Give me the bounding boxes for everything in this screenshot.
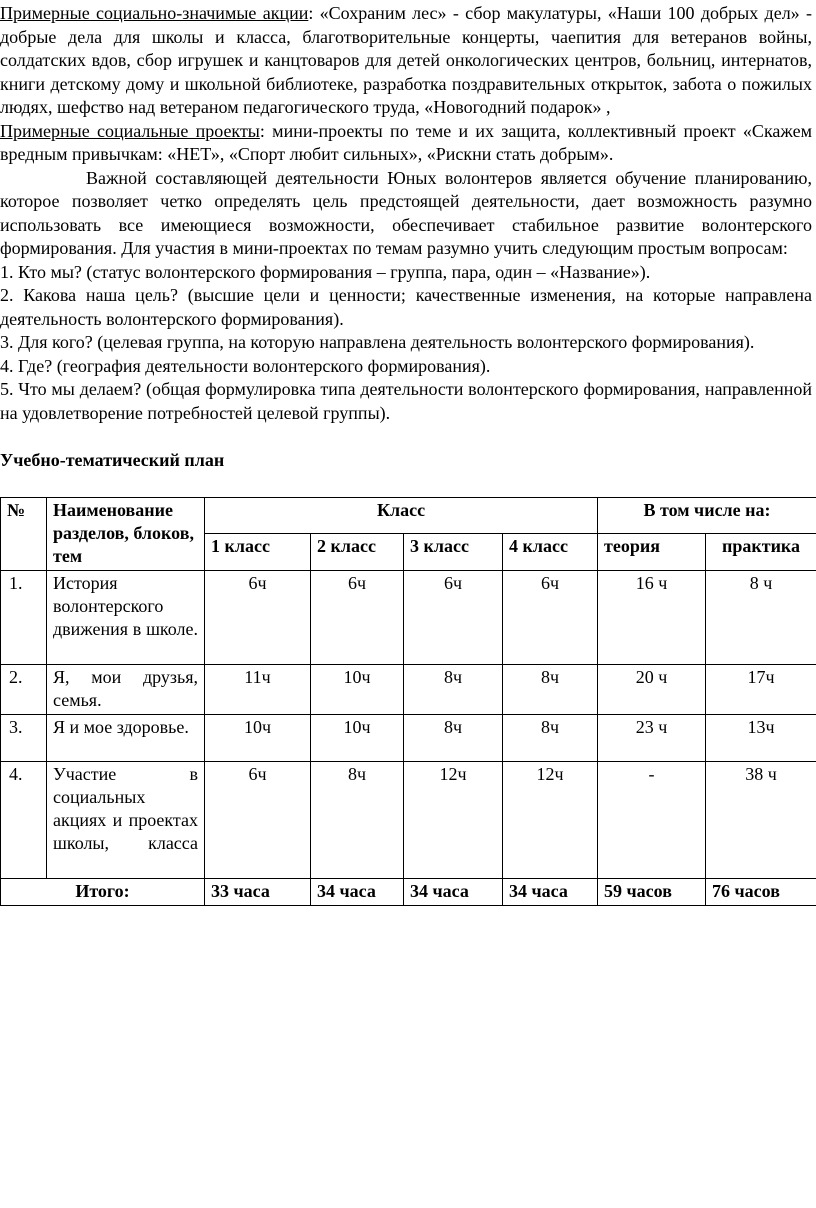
header-practice: практика (706, 534, 816, 571)
plan-heading: Учебно-тематический план (0, 450, 225, 470)
spacer (0, 425, 812, 449)
row-theory: - (598, 761, 706, 878)
header-class-3: 3 класс (404, 534, 503, 571)
header-class-2: 2 класс (311, 534, 404, 571)
row-class-4: 6ч (503, 570, 598, 664)
row-class-1: 6ч (205, 761, 311, 878)
row-name: Я и мое здоровье. (47, 714, 205, 761)
row-class-4: 8ч (503, 714, 598, 761)
header-incl-group: В том числе на: (598, 497, 816, 534)
row-class-2: 10ч (311, 664, 404, 714)
total-class-1: 33 часа (205, 878, 311, 905)
actions-text: : «Сохраним лес» - сбор макулатуры, «Наши 100 добрых дел» - добрые дела для школы и класса, благотворительные концерты, чаепития для ветеранов войны, солдатских вдов, сбор игрушек и канцтоваров для детей онкологических центров, больниц, интернатов, книги детскому дому и школьной библиотеке, разработка поздравительных открыток, забота о пожилых людях, шефство над ветераном педагогического труда, «Новогодний подарок» , (0, 3, 812, 117)
total-practice: 76 часов (706, 878, 816, 905)
row-class-1: 10ч (205, 714, 311, 761)
total-label: Итого: (1, 878, 205, 905)
total-class-2: 34 часа (311, 878, 404, 905)
row-practice: 17ч (706, 664, 816, 714)
total-theory: 59 часов (598, 878, 706, 905)
table-row (1, 714, 816, 761)
header-class-group: Класс (205, 497, 598, 534)
row-num: 1. (1, 570, 47, 664)
row-name: Я, мои друзья, семья. (47, 664, 205, 714)
header-class-4: 4 класс (503, 534, 598, 571)
header-class-1: 1 класс (205, 534, 311, 571)
row-theory: 23 ч (598, 714, 706, 761)
row-class-1: 6ч (205, 570, 311, 664)
row-class-3: 12ч (404, 761, 503, 878)
actions-label: Примерные социально-значимые акции (0, 3, 309, 23)
projects-paragraph (0, 120, 812, 167)
total-class-3: 34 часа (404, 878, 503, 905)
table-row (1, 570, 816, 664)
row-practice: 38 ч (706, 761, 816, 878)
header-theory: теория (598, 534, 706, 571)
row-class-4: 12ч (503, 761, 598, 878)
row-class-2: 10ч (311, 714, 404, 761)
actions-paragraph (0, 2, 812, 120)
question-3: 3. Для кого? (целевая группа, на которую направлена деятельность волонтерского формирования). (0, 332, 755, 352)
table-total-row (1, 878, 816, 905)
table-row (1, 664, 816, 714)
question-5: 5. Что мы делаем? (общая формулировка типа деятельности волонтерского формирования, направленной на удовлетворение потребностей целевой группы). (0, 379, 812, 423)
row-class-1: 11ч (205, 664, 311, 714)
row-class-3: 6ч (404, 570, 503, 664)
row-theory: 20 ч (598, 664, 706, 714)
row-practice: 13ч (706, 714, 816, 761)
header-num: № (1, 497, 47, 570)
row-class-2: 6ч (311, 570, 404, 664)
projects-text: : мини-проекты по теме и их защита, коллективный проект «Скажем вредным привычкам: «НЕТ», «Спорт любит сильных», «Рискни стать добрым». (0, 120, 812, 164)
row-name: Участие в социальных акциях и проектах школы, класса (47, 761, 205, 878)
row-name: История волонтерского движения в школе. (47, 570, 205, 664)
table-header-row (1, 497, 816, 534)
row-class-4: 8ч (503, 664, 598, 714)
document-page (0, 2, 812, 906)
row-class-3: 8ч (404, 664, 503, 714)
row-num: 4. (1, 761, 47, 878)
table-row (1, 761, 816, 878)
projects-label: Примерные социальные проекты (0, 120, 260, 141)
row-class-3: 8ч (404, 714, 503, 761)
planning-paragraph: Важной составляющей деятельности Юных волонтеров является обучение планированию, которое позволяет четко определять цель предстоящей деятельности, дает возможность разумно использовать все имеющиеся возможности, обеспечивает стабильное развитие волонтерского формирования. Для участия в мини-проектах по темам разумно учить следующим простым вопросам: (0, 167, 812, 258)
question-2: 2. Какова наша цель? (высшие цели и ценности; качественные изменения, на которые направлена деятельность волонтерского формирования). (0, 285, 812, 329)
question-4: 4. Где? (география деятельности волонтерского формирования). (0, 355, 491, 376)
total-class-4: 34 часа (503, 878, 598, 905)
row-class-2: 8ч (311, 761, 404, 878)
row-num: 2. (1, 664, 47, 714)
question-1: 1. Кто мы? (статус волонтерского формирования – группа, пара, один – «Название»). (0, 261, 651, 282)
header-name: Наименование разделов, блоков, тем (47, 497, 205, 570)
curriculum-table (0, 497, 816, 906)
row-num: 3. (1, 714, 47, 761)
row-theory: 16 ч (598, 570, 706, 664)
row-practice: 8 ч (706, 570, 816, 664)
